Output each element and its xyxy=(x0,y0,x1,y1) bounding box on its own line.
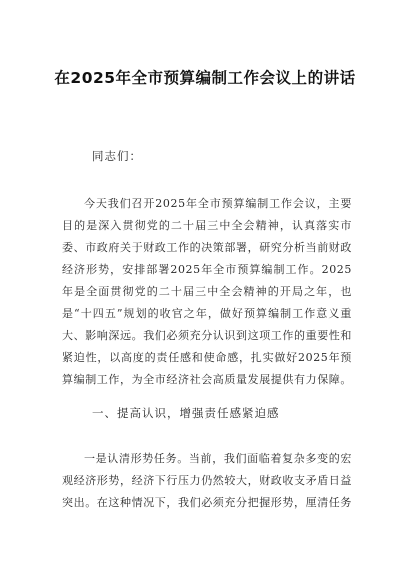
document-title: 在2025年全市预算编制工作会议上的讲话 xyxy=(54,69,356,87)
body-paragraph-1: 今天我们召开2025年全市预算编制工作会议，主要目的是深入贯彻党的二十届三中全会精神，认真落实市委、市政府关于财政工作的决策部署，研究分析当前财政经济形势，安排部署2025年全市预算编制工作。2025年是全面贯彻党的二十届三中全会精神的开局之年，也是“十四五”规划的收官之年，做好预算编制工作意义重大、影响深远。我们必须充分认识到这项工作的重要性和紧迫性，以高度的责任感和使命感，扎实做好2025年预算编制工作，为全市经济社会高质量发展提供有力保障。 xyxy=(62,197,352,386)
body-paragraph-2: 一是认清形势任务。当前，我们面临着复杂多变的宏观经济形势，经济下行压力仍然较大，财政收支矛盾日益突出。在这种情况下，我们必须充分把握形势，厘清任务 xyxy=(62,452,352,509)
section-heading: 一、提高认识，增强责任感紧迫感 xyxy=(92,406,280,420)
salutation: 同志们： xyxy=(92,149,142,163)
